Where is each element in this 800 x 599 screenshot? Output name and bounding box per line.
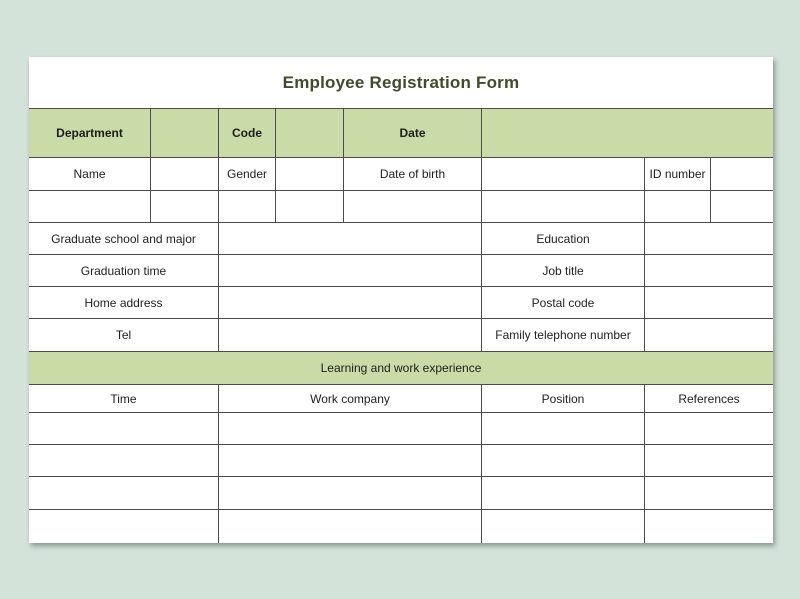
graduate-school-label: Graduate school and major	[29, 223, 219, 255]
gender-field[interactable]	[276, 158, 344, 191]
experience-position-field[interactable]	[482, 445, 645, 477]
gender-row-blank[interactable]	[276, 191, 344, 223]
experience-company-field[interactable]	[219, 445, 482, 477]
experience-section-title: Learning and work experience	[29, 352, 773, 385]
code-label: Code	[219, 109, 276, 158]
id-number-label: ID number	[645, 158, 711, 191]
experience-position-field[interactable]	[482, 510, 645, 543]
tel-label: Tel	[29, 319, 219, 352]
tel-field[interactable]	[219, 319, 482, 352]
dob-row-blank[interactable]	[344, 191, 482, 223]
postal-code-label: Postal code	[482, 287, 645, 319]
form-title: Employee Registration Form	[29, 57, 773, 109]
gender-row-blank[interactable]	[219, 191, 276, 223]
experience-time-field[interactable]	[29, 477, 219, 510]
date-of-birth-field[interactable]	[482, 158, 645, 191]
name-row-blank[interactable]	[151, 191, 219, 223]
name-field[interactable]	[151, 158, 219, 191]
graduation-time-field[interactable]	[219, 255, 482, 287]
code-value-field[interactable]	[276, 109, 344, 158]
experience-position-field[interactable]	[482, 477, 645, 510]
date-label: Date	[344, 109, 482, 158]
experience-time-field[interactable]	[29, 510, 219, 543]
experience-company-field[interactable]	[219, 413, 482, 445]
date-value-field[interactable]	[482, 109, 773, 158]
experience-column-position: Position	[482, 385, 645, 413]
experience-references-field[interactable]	[645, 413, 773, 445]
id-number-field[interactable]	[711, 158, 773, 191]
home-address-field[interactable]	[219, 287, 482, 319]
family-telephone-label: Family telephone number	[482, 319, 645, 352]
registration-form-sheet	[29, 57, 773, 543]
experience-references-field[interactable]	[645, 477, 773, 510]
education-label: Education	[482, 223, 645, 255]
dob-row-blank[interactable]	[482, 191, 645, 223]
postal-code-field[interactable]	[645, 287, 773, 319]
education-field[interactable]	[645, 223, 773, 255]
job-title-label: Job title	[482, 255, 645, 287]
department-value-field[interactable]	[151, 109, 219, 158]
id-row-blank[interactable]	[645, 191, 711, 223]
experience-references-field[interactable]	[645, 445, 773, 477]
home-address-label: Home address	[29, 287, 219, 319]
department-label: Department	[29, 109, 151, 158]
graduate-school-field[interactable]	[219, 223, 482, 255]
experience-time-field[interactable]	[29, 445, 219, 477]
job-title-field[interactable]	[645, 255, 773, 287]
name-row-blank[interactable]	[29, 191, 151, 223]
gender-label: Gender	[219, 158, 276, 191]
id-row-blank[interactable]	[711, 191, 773, 223]
experience-position-field[interactable]	[482, 413, 645, 445]
date-of-birth-label: Date of birth	[344, 158, 482, 191]
experience-references-field[interactable]	[645, 510, 773, 543]
family-telephone-field[interactable]	[645, 319, 773, 352]
experience-time-field[interactable]	[29, 413, 219, 445]
experience-column-time: Time	[29, 385, 219, 413]
experience-column-company: Work company	[219, 385, 482, 413]
experience-column-references: References	[645, 385, 773, 413]
name-label: Name	[29, 158, 151, 191]
experience-company-field[interactable]	[219, 510, 482, 543]
experience-company-field[interactable]	[219, 477, 482, 510]
graduation-time-label: Graduation time	[29, 255, 219, 287]
